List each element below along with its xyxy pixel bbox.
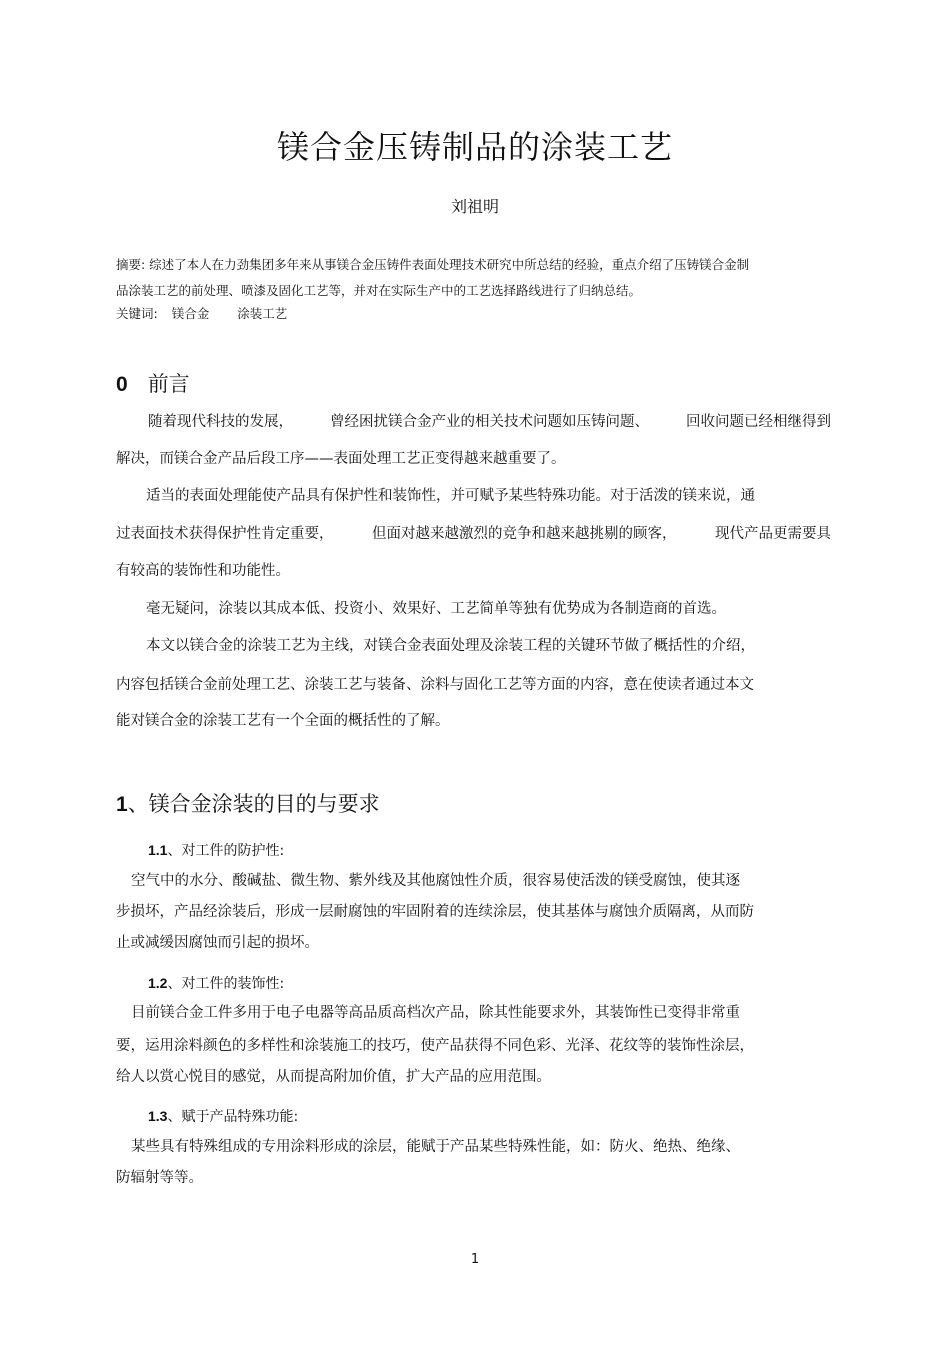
- paragraph-line: 空气中的水分、酸碱盐、微生物、紫外线及其他腐蚀性介质，很容易使活泼的镁受腐蚀，使其逐: [131, 873, 740, 889]
- paragraph-line: 某些具有特殊组成的专用涂料形成的涂层，能赋于产品某些特殊性能，如：防火、绝热、绝缘、: [131, 1139, 740, 1155]
- text-segment: 回收问题已经相继得到: [686, 414, 831, 430]
- paragraph-line: 目前镁合金工件多用于电子电器等高品质高档次产品，除其性能要求外，其装饰性已变得非常重: [131, 1005, 740, 1021]
- abstract-line: 摘要: 综述了本人在力劲集团多年来从事镁合金压铸件表面处理技术研究中所总结的经验，重点介绍了压铸镁合金制: [116, 257, 750, 272]
- paragraph-line: 内容包括镁合金前处理工艺、涂装工艺与装备、涂料与固化工艺等方面的内容，意在使读者通过本文: [116, 677, 754, 693]
- subsection-heading: [148, 973, 284, 993]
- subsection-number: 1.3: [148, 1108, 168, 1124]
- text-segment: 曾经困扰镁合金产业的相关技术问题如压铸问题、: [330, 414, 649, 430]
- subsection-heading: [148, 840, 284, 860]
- paragraph-line: 给人以赏心悦目的感觉，从而提高附加价值，扩大产品的应用范围。: [116, 1069, 551, 1085]
- paragraph-line: 毫无疑问，涂装以其成本低、投资小、效果好、工艺简单等独有优势成为各制造商的首选。: [146, 601, 726, 617]
- section-number: 1: [116, 793, 128, 816]
- text-segment: 但面对越来越激烈的竞争和越来越挑剔的顾客，: [372, 526, 677, 542]
- section-heading: [116, 368, 190, 398]
- text-segment: 现代产品更需要具: [715, 526, 831, 542]
- paragraph-line: [116, 413, 831, 431]
- text-segment: 过表面技术获得保护性肯定重要，: [116, 526, 334, 542]
- abstract-line: 品涂装工艺的前处理、喷漆及固化工艺等，并对在实际生产中的工艺选择路线进行了归纳总结。: [116, 283, 642, 298]
- paragraph-line: 止或减缓因腐蚀而引起的损坏。: [116, 935, 319, 951]
- subsection-number: 1.2: [148, 975, 168, 991]
- paragraph-line: 步损坏，产品经涂装后，形成一层耐腐蚀的牢固附着的连续涂层，使其基体与腐蚀介质隔离，从而防: [116, 904, 754, 920]
- paragraph-line: 适当的表面处理能使产品具有保护性和装饰性，并可赋予某些特殊功能。对于活泼的镁来说，通: [146, 488, 755, 504]
- section-number: 0: [116, 373, 128, 396]
- paragraph-line: 本文以镁合金的涂装工艺为主线，对镁合金表面处理及涂装工程的关键环节做了概括性的介绍，: [146, 638, 755, 654]
- subsection-title: 、对工件的防护性:: [167, 843, 285, 859]
- document-author: 刘祖明: [450, 197, 499, 216]
- paragraph-line: 有较高的装饰性和功能性。: [116, 563, 290, 579]
- document-title: 镁合金压铸制品的涂装工艺: [276, 128, 673, 166]
- subsection-number: 1.1: [148, 842, 168, 858]
- section-title: 、镁合金涂装的目的与要求: [127, 792, 380, 816]
- subsection-heading: [148, 1106, 298, 1126]
- paragraph-line: 要，运用涂料颜色的多样性和涂装施工的技巧，使产品获得不同色彩、光泽、花纹等的装饰性涂层，: [116, 1038, 754, 1054]
- text-segment: 随着现代科技的发展，: [148, 414, 293, 430]
- paragraph-line: 防辐射等等。: [116, 1170, 203, 1186]
- keyword: 镁合金: [171, 306, 210, 321]
- subsection-title: 、赋于产品特殊功能:: [167, 1109, 299, 1125]
- keywords-line: [116, 306, 287, 322]
- subsection-title: 、对工件的装饰性:: [167, 976, 285, 992]
- paragraph-line: 解决，而镁合金产品后段工序——表面处理工艺正变得越来越重要了。: [116, 451, 566, 467]
- paragraph-line: [116, 525, 831, 543]
- paragraph-line: 能对镁合金的涂装工艺有一个全面的概括性的了解。: [116, 713, 450, 729]
- keywords-label: 关键词:: [116, 306, 158, 321]
- page-number: 1: [470, 1252, 480, 1267]
- section-title: 前言: [147, 372, 190, 396]
- keyword: 涂装工艺: [237, 306, 288, 321]
- section-heading: [116, 788, 380, 818]
